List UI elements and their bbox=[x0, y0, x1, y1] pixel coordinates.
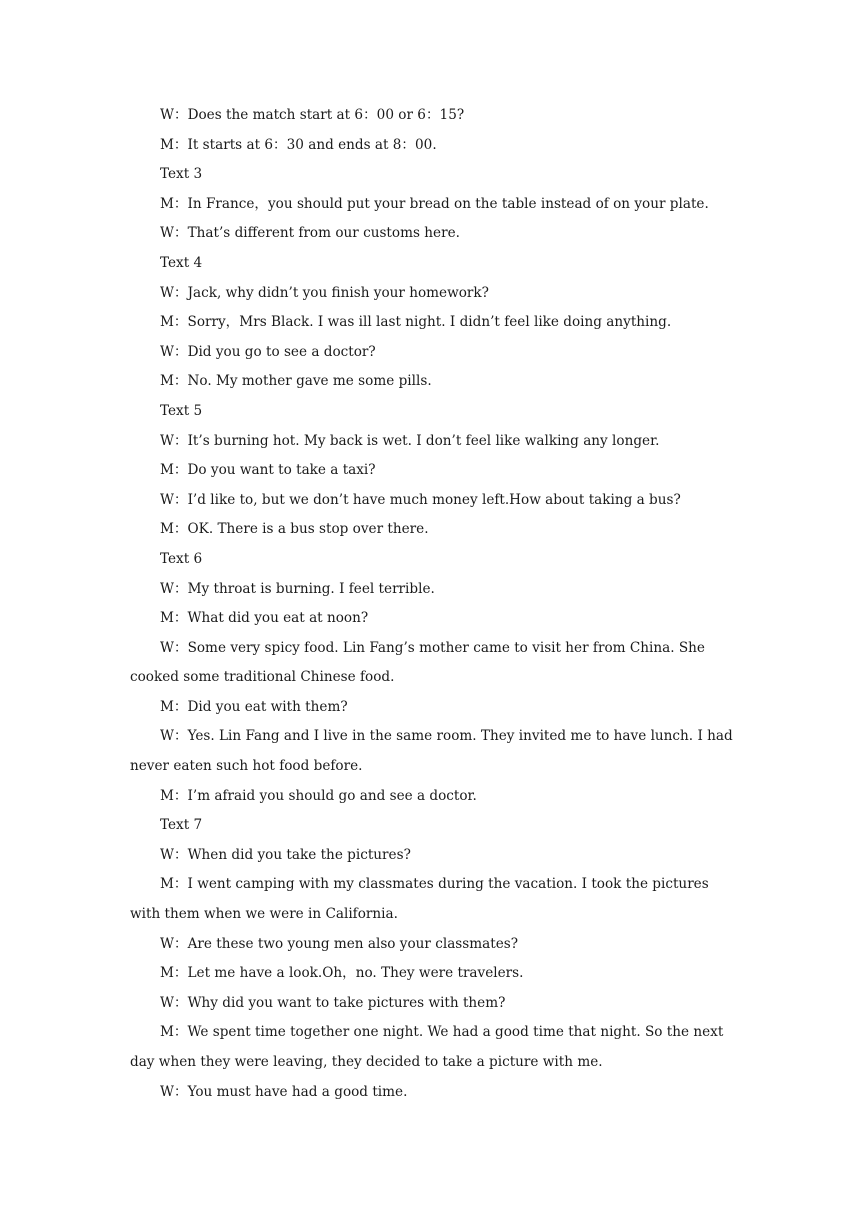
dialogue-line: W：That’s different from our customs here. bbox=[160, 225, 460, 242]
dialogue-line: W：Are these two young men also your classmates? bbox=[160, 935, 519, 952]
dialogue-line: W：When did you take the pictures? bbox=[160, 846, 411, 863]
section-heading-text-5: Text 5 bbox=[160, 402, 203, 419]
dialogue-line: M：Let me have a look.Oh，no. They were travelers. bbox=[160, 965, 524, 982]
dialogue-line: W：Some very spicy food. Lin Fang’s mother came to visit her from China. She cooked some traditional Chinese food. bbox=[130, 639, 705, 686]
dialogue-line: W：Jack, why didn’t you finish your homework? bbox=[160, 284, 489, 301]
dialogue-line: M：I’m afraid you should go and see a doctor. bbox=[160, 787, 477, 804]
section-heading-text-3: Text 3 bbox=[160, 166, 203, 183]
section-heading-text-6: Text 6 bbox=[160, 550, 203, 567]
dialogue-line: W：Yes. Lin Fang and I live in the same room. They invited me to have lunch. I had never eaten such hot food before. bbox=[130, 728, 733, 775]
dialogue-line: M：Did you eat with them? bbox=[160, 698, 348, 715]
dialogue-line: M：We spent time together one night. We had a good time that night. So the next day when they were leaving, they decided to take a picture with me. bbox=[130, 1024, 724, 1070]
dialogue-line: M：Do you want to take a taxi? bbox=[160, 462, 376, 479]
dialogue-line: W：It’s burning hot. My back is wet. I don’t feel like walking any longer. bbox=[160, 432, 660, 449]
dialogue-line: W：My throat is burning. I feel terrible. bbox=[160, 580, 435, 597]
dialogue-line: M：No. My mother gave me some pills. bbox=[160, 373, 432, 390]
transcript-body bbox=[130, 101, 733, 1107]
dialogue-line: W：Why did you want to take pictures with them? bbox=[160, 994, 506, 1011]
dialogue-line: W：Did you go to see a doctor? bbox=[160, 343, 376, 360]
dialogue-line: W：You must have had a good time. bbox=[160, 1083, 408, 1100]
dialogue-line: W：Does the match start at 6：00 or 6：15? bbox=[160, 107, 465, 123]
section-heading-text-7: Text 7 bbox=[160, 817, 203, 834]
dialogue-line: M：I went camping with my classmates during the vacation. I took the pictures with them when we were in California. bbox=[130, 876, 709, 923]
dialogue-line: W：I’d like to, but we don’t have much money left.How about taking a bus? bbox=[160, 491, 681, 508]
dialogue-line: M：In France，you should put your bread on the table instead of on your plate. bbox=[160, 195, 709, 212]
dialogue-line: M：OK. There is a bus stop over there. bbox=[160, 521, 429, 538]
dialogue-line: M：What did you eat at noon? bbox=[160, 610, 369, 627]
dialogue-line: M：It starts at 6：30 and ends at 8：00. bbox=[160, 136, 437, 153]
dialogue-line: M：Sorry，Mrs Black. I was ill last night. I didn’t feel like doing anything. bbox=[160, 314, 672, 331]
section-heading-text-4: Text 4 bbox=[160, 254, 203, 271]
